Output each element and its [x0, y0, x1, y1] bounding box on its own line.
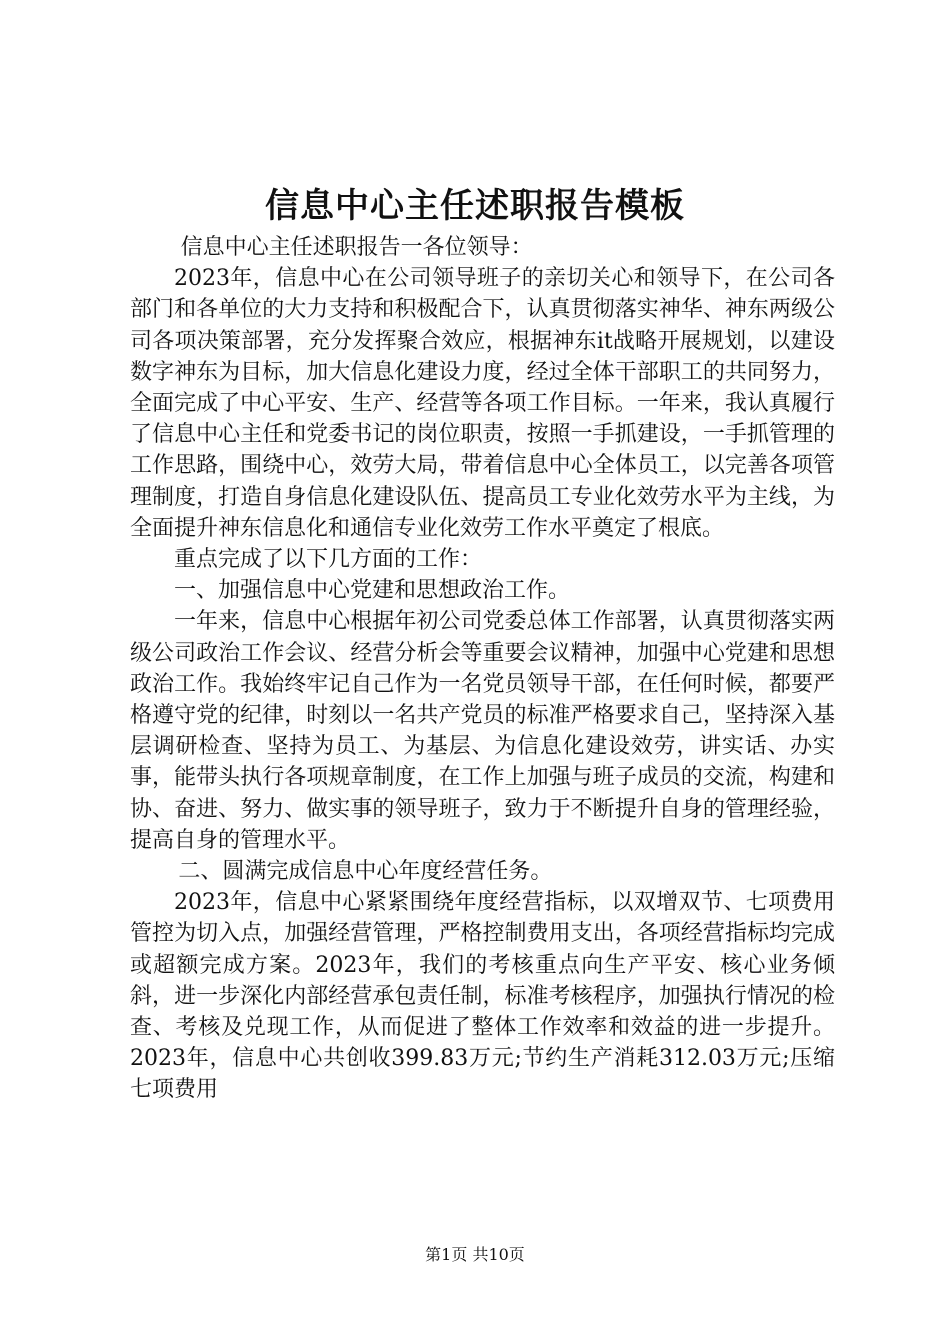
summary-lead-paragraph: 重点完成了以下几方面的工作： [174, 547, 483, 573]
salutation-paragraph: 信息中心主任述职报告一各位领导： [180, 235, 533, 260]
page-footer: 第1页 共10页 [425, 1245, 525, 1264]
section-2-paragraph: 2023年，信息中心紧紧围绕年度经营指标，以双增双节、七项费用管控为切入点，加强经营管理，严格控制费用支出，各项经营指标均完成或超额完成方案。2023年，我们的考核重点向生产平安、核心业务倾斜，进一步深化内部经营承包责任制，标准考核程序，加强执行情况的检查、考核及兑现工作，从而促进了整体工作效率和效益的进一步提升。2023年，信息中心共创收399.83万元;节约生产消耗312.03万元;压缩七项费用 [130, 890, 835, 1103]
section-heading-1: 一、加强信息中心党建和思想政治工作。 [174, 578, 571, 604]
section-1-paragraph: 一年来，信息中心根据年初公司党委总体工作部署，认真贯彻落实两级公司政治工作会议、经营分析会等重要会议精神，加强中心党建和思想政治工作。我始终牢记自己作为一名党员领导干部，在任何时候，都要严格遵守党的纪律，时刻以一名共产党员的标准严格要求自己，坚持深入基层调研检查、坚持为员工、为基层、为信息化建设效劳，讲实话、办实事，能带头执行各项规章制度，在工作上加强与班子成员的交流，构建和协、奋进、努力、做实事的领导班子，致力于不断提升自身的管理经验，提高自身的管理水平。 [130, 609, 835, 853]
document-title: 信息中心主任述职报告模板 [265, 186, 685, 226]
intro-paragraph: 2023年，信息中心在公司领导班子的亲切关心和领导下，在公司各部门和各单位的大力支持和积极配合下，认真贯彻落实神华、神东两级公司各项决策部署，充分发挥聚合效应，根据神东it战略开展规划，以建设数字神东为目标，加大信息化建设力度，经过全体干部职工的共同努力，全面完成了中心平安、生产、经营等各项工作目标。一年来，我认真履行了信息中心主任和党委书记的岗位职责，按照一手抓建设，一手抓管理的工作思路，围绕中心，效劳大局，带着信息中心全体员工，以完善各项管理制度，打造自身信息化建设队伍、提高员工专业化效劳水平为主线，为全面提升神东信息化和通信专业化效劳工作水平奠定了根底。 [130, 266, 835, 541]
section-heading-2: 二、圆满完成信息中心年度经营任务。 [178, 859, 553, 885]
document-body [130, 232, 835, 1106]
